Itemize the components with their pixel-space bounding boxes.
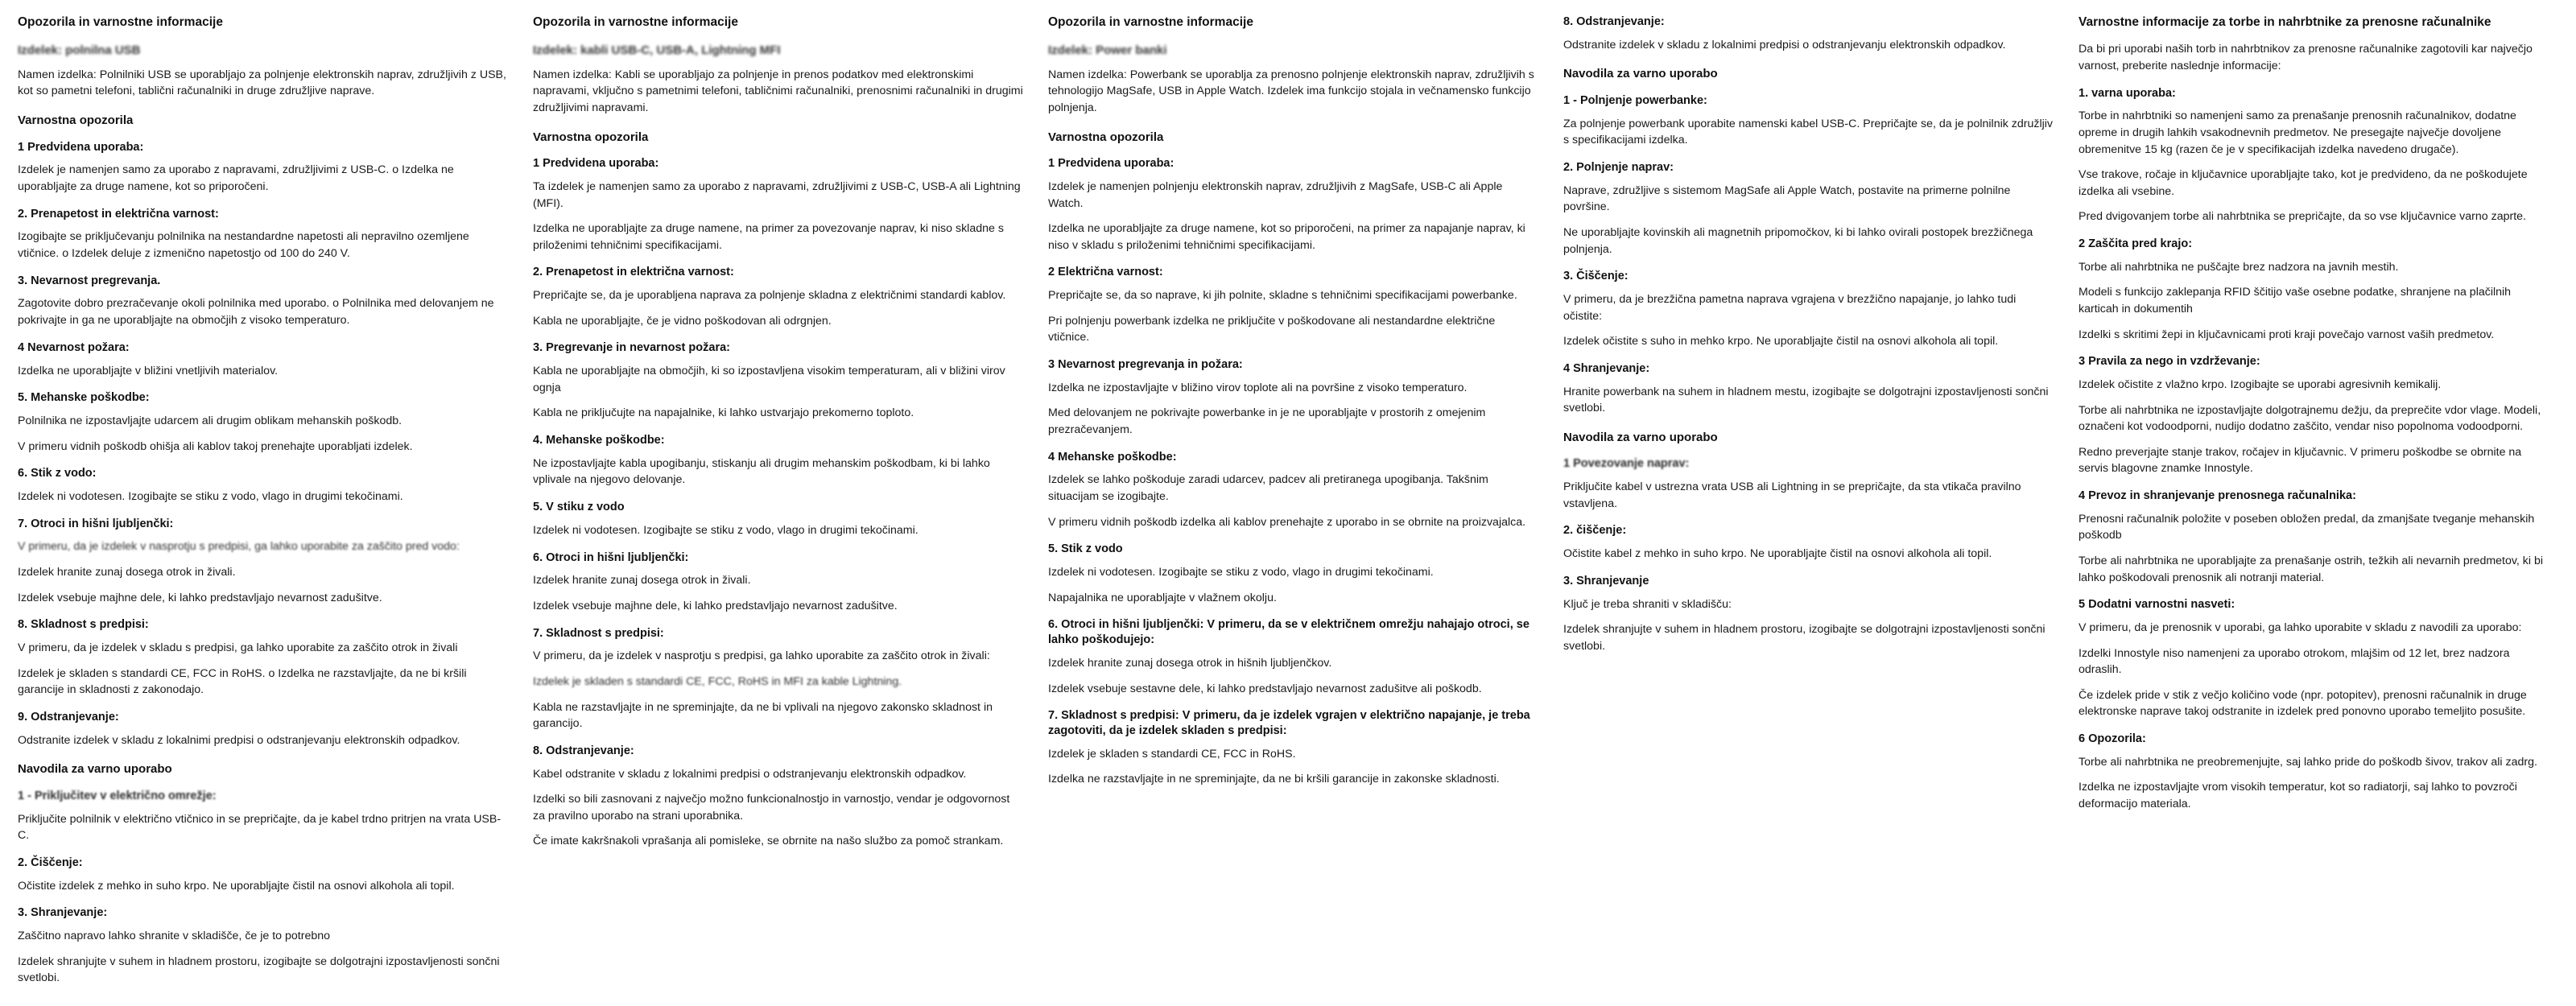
subsection-heading: 1 Predvidena uporaba: <box>1048 157 1174 171</box>
paragraph: Izdelki Innostyle niso namenjeni za uporabo otrokom, mlajšim od 12 let, brez nadzora odraslih. <box>2079 646 2510 677</box>
paragraph: Izdelek vsebuje majhne dele, ki lahko predstavljajo nevarnost zadušitve. <box>18 591 382 604</box>
paragraph: Torbe ali nahrbtnika ne preobremenjujte, saj lahko pride do poškodb šivov, trakov ali zadrg. <box>2079 755 2537 769</box>
paragraph: V primeru, da je izdelek v nasprotju s predpisi, ga lahko uporabite za zaščito otrok in živali: <box>533 649 990 663</box>
section-heading: Varnostna opozorila <box>1048 130 1164 144</box>
subsection-heading: 7. Otroci in hišni ljubljenčki: <box>18 517 174 530</box>
paragraph: Če izdelek pride v stik z večjo količino vode (npr. potopitev), prenosni računalnik in druge elektronske naprave takoj odstranite in izdelek pred ponovno uporabo temeljito posušite. <box>2079 688 2527 719</box>
paragraph: Pred dvigovanjem torbe ali nahrbtnika se prepričajte, da so vse ključavnice varno zaprte. <box>2079 210 2526 224</box>
subsection-heading: 3. Nevarnost pregrevanja. <box>18 274 161 287</box>
paragraph: V primeru, da je izdelek v skladu s predpisi, ga lahko uporabite za zaščito otrok in živali <box>18 641 458 655</box>
paragraph: Izdelek ni vodotesen. Izogibajte se stiku z vodo, vlago in drugimi tekočinami. <box>1048 566 1434 579</box>
document-column-bags <box>2072 14 2571 822</box>
paragraph: Torbe ali nahrbtnika ne izpostavljajte dolgotrajnemu dežju, da preprečite vdor vlage. Modeli, označeni kot vodoodporni, nudijo dodatno zaščito, vendar niso popolnoma vodoodporni. <box>2079 403 2541 434</box>
subsection-heading: 1 Povezovanje naprav: <box>1563 457 1690 471</box>
paragraph: Izdelek očistite z vlažno krpo. Izogibajte se uporabi agresivnih kemikalij. <box>2079 378 2442 392</box>
paragraph: Torbe ali nahrbtnika ne puščajte brez nadzora na javnih mestih. <box>2079 260 2399 274</box>
subsection-heading: 2. Čiščenje: <box>18 856 83 869</box>
paragraph: Izdelka ne razstavljajte in ne spreminjajte, da ne bi kršili garancije in zakonske skladnosti. <box>1048 773 1500 786</box>
subsection-heading: 3 Nevarnost pregrevanja in požara: <box>1048 358 1243 371</box>
subsection-heading: 4 Shranjevanje: <box>1563 361 1650 375</box>
paragraph: Napajalnika ne uporabljajte v vlažnem okolju. <box>1048 591 1277 604</box>
subsection-heading: 6 Opozorila: <box>2079 732 2146 746</box>
subsection-heading: 2 Zaščita pred krajo: <box>2079 237 2193 250</box>
paragraph: V primeru, da je izdelek v nasprotju s predpisi, ga lahko uporabite za zaščito pred vodo: <box>18 540 460 554</box>
subsection-heading: 8. Odstranjevanje: <box>1563 15 1665 28</box>
paragraph: Izdelek očistite s suho in mehko krpo. Ne uporabljajte čistil na osnovi alkohola ali topil. <box>1563 335 1999 348</box>
paragraph: Pri polnjenju powerbank izdelka ne priključite v poškodovane ali nestandardne električne vtičnice. <box>1048 314 1496 344</box>
subsection-heading: 6. Otroci in hišni ljubljenčki: <box>533 550 689 564</box>
paragraph: Izdelka ne izpostavljajte v bližino virov toplote ali na površine z visoko temperaturo. <box>1048 381 1468 394</box>
section-heading: Navodila za varno uporabo <box>18 762 172 777</box>
paragraph: Odstranite izdelek v skladu z lokalnimi predpisi o odstranjevanju elektronskih odpadkov. <box>18 733 460 747</box>
subsection-heading: 2. Prenapetost in električna varnost: <box>533 266 734 279</box>
paragraph: Prepričajte se, da je uporabljena naprava za polnjenje skladna z električnimi standardi kablov. <box>533 289 1006 303</box>
paragraph: Izdelek je namenjen polnjenju elektronskih naprav, združljivih z MagSafe, USB-C ali Apple Watch. <box>1048 180 1503 210</box>
subsection-heading: 6. Otroci in hišni ljubljenčki: V primeru, da se v električnem omrežju nahajajo otroci, se lahko poškodujejo: <box>1048 618 1530 647</box>
subsection-heading: 3. Pregrevanje in nevarnost požara: <box>533 341 730 355</box>
paragraph: V primeru vidnih poškodb izdelka ali kablov prenehajte z uporabo in se obrnite na proizvajalca. <box>1048 515 1526 529</box>
paragraph: Da bi pri uporabi naših torb in nahrbtnikov za prenosne računalnike zagotovili kar največjo varnost, preberite naslednje informacije: <box>2079 43 2533 72</box>
page-title: Opozorila in varnostne informacije <box>533 15 738 29</box>
subsection-heading: 6. Stik z vodo: <box>18 467 97 480</box>
paragraph: Izdelek shranjujte v suhem in hladnem prostoru, izogibajte se dolgotrajni izpostavljenosti sončni svetlobi. <box>1563 623 2046 653</box>
paragraph: V primeru, da je prenosnik v uporabi, ga lahko uporabite v skladu z navodili za uporabo: <box>2079 621 2522 635</box>
subsection-heading: 9. Odstranjevanje: <box>18 710 119 724</box>
paragraph: Prepričajte se, da so naprave, ki jih polnite, skladne s tehničnimi specifikacijami powerbanke. <box>1048 289 1517 303</box>
subsection-heading: 3. Shranjevanje: <box>18 906 108 920</box>
paragraph: Modeli s funkcijo zaklepanja RFID ščitijo vaše osebne podatke, shranjene na plačilnih karticah in dokumentih <box>2079 286 2512 315</box>
subsection-heading: 5. V stiku z vodo <box>533 501 625 514</box>
paragraph: Ključ je treba shraniti v skladišču: <box>1563 597 1732 611</box>
paragraph: Izdelek je skladen s standardi CE, FCC in RoHS. <box>1048 747 1296 761</box>
paragraph: V primeru vidnih poškodb ohišja ali kablov takoj prenehajte uporabljati izdelek. <box>18 439 413 453</box>
subsection-heading: 2. Polnjenje naprav: <box>1563 160 1674 174</box>
section-heading: Navodila za varno uporabo <box>1563 67 1718 81</box>
paragraph: Izdelek se lahko poškoduje zaradi udarcev, padcev ali pretiranega upogibanja. Takšnim situacijam se izogibajte. <box>1048 473 1488 504</box>
document-column-powerbank <box>1042 14 1557 797</box>
paragraph: Ne uporabljajte kovinskih ali magnetnih pripomočkov, ki bi lahko ovirali postopek brezžičnega polnjenja. <box>1563 226 2033 256</box>
subsection-heading: 4 Mehanske poškodbe: <box>1048 450 1177 464</box>
paragraph: Izdelka ne uporabljajte za druge namene, na primer za povezovanje naprav, ki niso skladne s priloženimi tehničnimi specifikacijami. <box>533 222 1004 252</box>
subsection-heading: 7. Skladnost s predpisi: V primeru, da je izdelek vgrajen v električno napajanje, je treba zagotoviti, da je izdelek skladen s predpisi: <box>1048 709 1530 737</box>
paragraph: Izdelki so bili zasnovani z največjo možno funkcionalnostjo in varnostjo, vendar je odgovornost za pravilno uporabo na strani uporabnika. <box>533 793 1010 823</box>
paragraph: Prenosni računalnik položite v poseben obložen predal, da zmanjšate tveganje mehanskih poškodb <box>2079 512 2535 542</box>
paragraph: Izdelek je skladen s standardi CE, FCC in RoHS. o Izdelka ne razstavljajte, da ne bi kršili garancije in skladnosti z zakonodajo. <box>18 666 467 697</box>
paragraph: Priključite kabel v ustrezna vrata USB ali Lightning in se prepričajte, da sta vtikača pravilno vstavljena. <box>1563 480 2021 510</box>
paragraph: Izdelek shranjujte v suhem in hladnem prostoru, izogibajte se dolgotrajni izpostavljenosti sončni svetlobi. <box>18 954 500 985</box>
subsection-heading: 5. Mehanske poškodbe: <box>18 391 150 405</box>
paragraph: Izdelka ne izpostavljajte vrom visokih temperatur, kot so radiatorji, saj lahko to povzroči deformacijo materiala. <box>2079 781 2517 811</box>
paragraph: Izdelek ni vodotesen. Izogibajte se stiku z vodo, vlago in drugimi tekočinami. <box>18 489 403 503</box>
paragraph: Kabla ne uporabljajte, če je vidno poškodovan ali odrgnjen. <box>533 314 832 328</box>
paragraph: Ta izdelek je namenjen samo za uporabo z napravami, združljivimi z USB-C, USB-A ali Lightning (MFI). <box>533 180 1021 210</box>
paragraph: Za polnjenje powerbank uporabite namenski kabel USB-C. Prepričajte se, da je polnilnik združljiv s specifikacijami izdelka. <box>1563 117 2054 147</box>
paragraph: Kabla ne priključujte na napajalnike, ki lahko ustvarjajo prekomerno toploto. <box>533 406 914 420</box>
section-heading: Varnostna opozorila <box>18 113 134 128</box>
document-column-usb-charger <box>11 14 526 996</box>
paragraph: Namen izdelka: Polnilniki USB se uporabljajo za polnjenje elektronskih naprav, združljivih z USB, kot so pametni telefoni, tablični računalniki in druge združljive naprave. <box>18 68 506 98</box>
paragraph: Kabla ne uporabljajte na območjih, ki so izpostavljena visokim temperaturam, ali v bližini virov ognja <box>533 365 1005 394</box>
subsection-heading: 3. Čiščenje: <box>1563 270 1629 283</box>
paragraph: Zaščitno napravo lahko shranite v skladišče, če je to potrebno <box>18 930 331 943</box>
subsection-heading: 2. čiščenje: <box>1563 524 1627 538</box>
paragraph: Izdelek je namenjen samo za uporabo z napravami, združljivimi z USB-C. o Izdelka ne uporabljajte za druge namene, kot so priporočeni. <box>18 163 454 193</box>
paragraph: Torbe in nahrbtniki so namenjeni samo za prenašanje prenosnih računalnikov, dodatne opreme in drugih lahkih vsakodnevnih predmetov. Ne presegajte največje dovoljene obremenitve 15 kg (razen če je v specifikacijah izdelka navedeno drugače). <box>2079 109 2516 156</box>
subsection-heading: 8. Skladnost s predpisi: <box>18 618 149 632</box>
subsection-heading: 2 Električna varnost: <box>1048 266 1163 279</box>
subsection-heading: 1 Predvidena uporaba: <box>533 157 659 171</box>
subsection-heading: 4. Mehanske poškodbe: <box>533 434 665 447</box>
paragraph: Izdelek ni vodotesen. Izogibajte se stiku z vodo, vlago in drugimi tekočinami. <box>533 523 919 537</box>
paragraph: Očistite izdelek z mehko in suho krpo. Ne uporabljajte čistil na osnovi alkohola ali topil. <box>18 879 455 893</box>
subsection-heading: 7. Skladnost s predpisi: <box>533 626 664 640</box>
paragraph: Namen izdelka: Powerbank se uporablja za prenosno polnjenje elektronskih naprav, združljivih s tehnologijo MagSafe, USB in Apple Watch. Izdelek ima funkcijo stojala in večnamensko funkcijo polnjenja. <box>1048 68 1534 115</box>
subsection-heading: 1 - Priključitev v električno omrežje: <box>18 789 217 802</box>
paragraph: Namen izdelka: Kabli se uporabljajo za polnjenje in prenos podatkov med elektronskimi napravami, vključno s pametnimi telefoni, tabličnimi računalniki, prenosnimi računalniki in drugimi združljivimi napravami. <box>533 68 1023 115</box>
document-column-cables <box>526 14 1042 859</box>
subsection-heading: 3. Shranjevanje <box>1563 574 1649 588</box>
subsection-heading: 8. Odstranjevanje: <box>533 744 634 757</box>
paragraph: V primeru, da je brezžična pametna naprava vgrajena v brezžično napajanje, jo lahko tudi očistite: <box>1563 293 2017 323</box>
paragraph: Med delovanjem ne pokrivajte powerbanke in je ne uporabljajte v prostorih z omejenim prezračevanjem. <box>1048 406 1486 437</box>
paragraph: Izdelki s skritimi žepi in ključavnicami proti kraji povečajo varnost vaših predmetov. <box>2079 328 2495 341</box>
paragraph: Odstranite izdelek v skladu z lokalnimi predpisi o odstranjevanju elektronskih odpadkov. <box>1563 38 2006 52</box>
subsection-heading: 4 Nevarnost požara: <box>18 340 130 354</box>
paragraph: Naprave, združljive s sistemom MagSafe ali Apple Watch, postavite na primerne polnilne površine. <box>1563 183 2011 214</box>
paragraph: Izdelka ne uporabljajte v bližini vnetljivih materialov. <box>18 364 279 377</box>
subsection-heading: 4 Prevoz in shranjevanje prenosnega računalnika: <box>2079 489 2356 502</box>
page-title: Opozorila in varnostne informacije <box>1048 15 1253 29</box>
paragraph: Izdelka ne uporabljajte za druge namene, kot so priporočeni, na primer za napajanje naprav, ki niso v skladu s priloženimi tehničnimi specifikacijami. <box>1048 222 1525 252</box>
product-subtitle: Izdelek: polnilna USB <box>18 43 141 58</box>
paragraph: Priključite polnilnik v električno vtičnico in se prepričajte, da je kabel trdno pritrjen na vrata USB-C. <box>18 812 502 843</box>
document-column-powerbank-continued <box>1557 14 2072 663</box>
paragraph: Očistite kabel z mehko in suho krpo. Ne uporabljajte čistil na osnovi alkohola ali topil. <box>1563 547 1992 561</box>
subsection-heading: 1 Predvidena uporaba: <box>18 140 144 154</box>
subsection-heading: 3 Pravila za nego in vzdrževanje: <box>2079 355 2260 369</box>
paragraph: Redno preverjajte stanje trakov, ročajev in ključavnic. V primeru poškodbe se obrnite na servis blagovne znamke Innostyle. <box>2079 445 2522 476</box>
product-subtitle: Izdelek: Power banki <box>1048 43 1167 58</box>
page-title: Opozorila in varnostne informacije <box>18 15 223 29</box>
paragraph: Vse trakove, ročaje in ključavnice uporabljajte tako, kot je predvideno, da ne poškodujete izdelka ali vsebine. <box>2079 168 2528 198</box>
paragraph: Izdelek vsebuje sestavne dele, ki lahko predstavljajo nevarnost zadušitve ali poškodb. <box>1048 682 1482 695</box>
paragraph: Izdelek vsebuje majhne dele, ki lahko predstavljajo nevarnost zadušitve. <box>533 599 898 612</box>
subsection-heading: 2. Prenapetost in električna varnost: <box>18 207 219 221</box>
paragraph: Izdelek hranite zunaj dosega otrok in hišnih ljubljenčkov. <box>1048 656 1332 670</box>
subsection-heading: 1. varna uporaba: <box>2079 86 2176 100</box>
section-heading: Varnostna opozorila <box>533 130 649 144</box>
paragraph: Hranite powerbank na suhem in hladnem mestu, izogibajte se dolgotrajni izpostavljenosti sončni svetlobi. <box>1563 385 2049 415</box>
paragraph: Izdelek hranite zunaj dosega otrok in živali. <box>18 566 236 579</box>
paragraph: Ne izpostavljajte kabla upogibanju, stiskanju ali drugim mehanskim poškodbam, ki bi lahko vplivale na njegovo delovanje. <box>533 456 990 487</box>
subsection-heading: 5. Stik z vodo <box>1048 542 1123 556</box>
paragraph: Izdelek je skladen s standardi CE, FCC, RoHS in MFI za kable Lightning. <box>533 674 902 688</box>
paragraph: Izdelek hranite zunaj dosega otrok in živali. <box>533 574 751 588</box>
paragraph: Torbe ali nahrbtnika ne uporabljajte za prenašanje ostrih, težkih ali nevarnih predmetov, ki bi lahko poškodovali prenosnik ali notranji material. <box>2079 555 2544 584</box>
subsection-heading: 5 Dodatni varnostni nasveti: <box>2079 598 2235 612</box>
page-title: Varnostne informacije za torbe in nahrbtnike za prenosne računalnike <box>2079 15 2491 29</box>
subsection-heading: 1 - Polnjenje powerbanke: <box>1563 93 1707 107</box>
paragraph: Izogibajte se priključevanju polnilnika na nestandardne napetosti ali nepravilno ozemljene vtičnice. o Izdelek deluje z izmenično napetostjo od 100 do 240 V. <box>18 230 469 261</box>
paragraph: Polnilnika ne izpostavljajte udarcem ali drugim oblikam mehanskih poškodb. <box>18 414 402 427</box>
paragraph: Če imate kakršnakoli vprašanja ali pomisleke, se obrnite na našo službo za pomoč strankam. <box>533 835 1004 848</box>
product-subtitle: Izdelek: kabli USB-C, USB-A, Lightning MFI <box>533 43 781 58</box>
paragraph: Kabla ne razstavljajte in ne spreminjajte, da ne bi vplivali na njegovo zakonsko skladnost in garancijo. <box>533 700 993 731</box>
paragraph: Zagotovite dobro prezračevanje okoli polnilnika med uporabo. o Polnilnika med delovanjem ne pokrivajte in ga ne uporabljajte na območjih z visoko temperaturo. <box>18 297 494 328</box>
paragraph: Kabel odstranite v skladu z lokalnimi predpisi o odstranjevanju elektronskih odpadkov. <box>533 767 967 781</box>
section-heading: Navodila za varno uporabo <box>1563 430 1718 444</box>
